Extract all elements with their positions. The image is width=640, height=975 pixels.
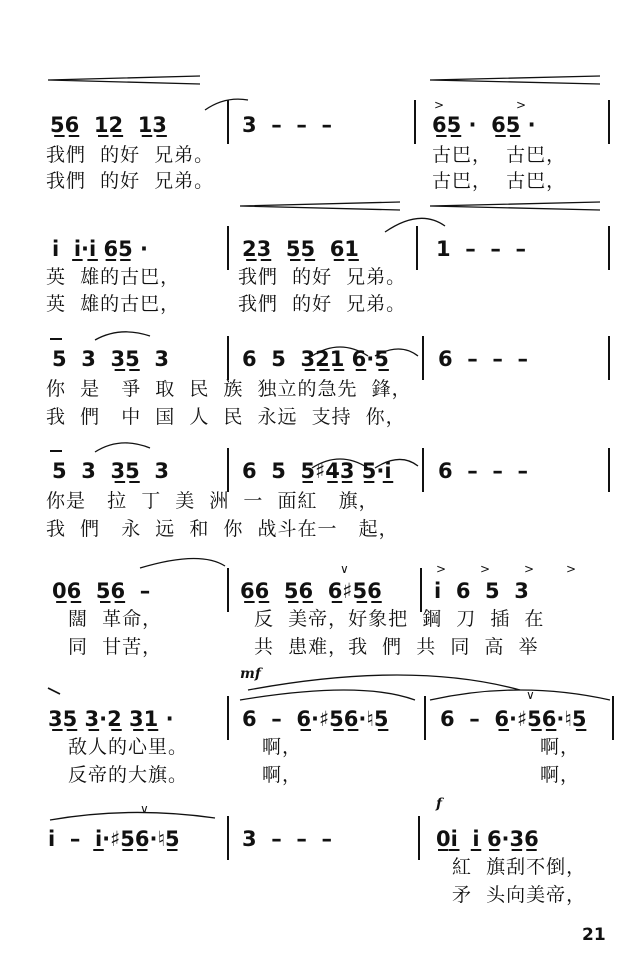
measure-1-notes: 0̲6̲ 5̲6̲ – <box>52 579 151 603</box>
measure-1-notes: 3̲5̲ 3̲·2̲ 3̲1̲ · <box>48 707 174 731</box>
barline <box>227 100 229 144</box>
lyric-verse-2: 矛 头向美帝， <box>452 884 587 906</box>
measure-2-notes: 2̲3̲ 5̲5̲ 6̲1̲ <box>242 237 359 261</box>
measure-3-notes: 6 – – – <box>438 347 528 371</box>
barline <box>608 100 610 144</box>
measure-3-notes: 1 – – – <box>436 237 526 261</box>
barline <box>416 226 418 270</box>
dynamic-marking: mf <box>240 666 261 682</box>
barline <box>422 336 424 380</box>
breath-mark: ∨ <box>340 562 349 576</box>
measure-2-notes: 6 – 6̲·♯5̲6̲·♮5̲ <box>242 707 389 731</box>
lyric-verse-1: 反 美帝，好象把 鋼 刀 插 在 <box>254 608 545 630</box>
accent-mark: > <box>516 98 527 112</box>
lyric-verse-1: 我們 的好 兄弟。 <box>46 144 215 166</box>
measure-3-notes: 6̲5̲ · 6̲5̲ · <box>432 113 536 137</box>
measure-2-notes: 6̲6̲ 5̲6̲ 6̲♯5̲6̲ <box>240 579 382 603</box>
lyric-verse-2: 英 雄的古巴， <box>46 293 181 315</box>
barline <box>227 226 229 270</box>
lyric-verse-2: 反帝的大旗。 <box>68 764 189 786</box>
barline <box>612 696 614 740</box>
lyric-verse-1: 紅 旗刮不倒， <box>452 856 587 878</box>
measure-1-notes: 5̲6̲ 1̲2̲ 1̲3̲ <box>50 113 167 137</box>
lyric-verse-2: 我們 的好 兄弟。 <box>238 293 407 315</box>
system-3 <box>0 336 640 436</box>
barline <box>227 568 229 612</box>
lyric-verse-1: 闊 革命， <box>68 608 163 630</box>
lyric-verse-2: 啊， <box>540 764 581 786</box>
accent-mark: > <box>480 562 491 576</box>
system-4 <box>0 448 640 548</box>
lyric-verse-2: 我 們 中 国 人 民 永远 支持 你， <box>46 406 406 428</box>
lyric-verse-1: 你 是 爭 取 民 族 独立的急先 鋒， <box>46 378 412 400</box>
system-7 <box>0 796 640 916</box>
measure-3-notes: 0̲i̲ i̲ 6̲·3̲6̲ <box>436 827 539 851</box>
barline <box>227 336 229 380</box>
measure-2-notes: 6 5 3̲2̲1̲ 6̲·5̲ <box>242 347 389 371</box>
system-6 <box>0 666 640 796</box>
barline <box>227 696 229 740</box>
page-number: 21 <box>582 925 606 945</box>
lyric-verse-1: 古巴， 古巴， <box>432 144 567 166</box>
barline <box>608 336 610 380</box>
measure-2-notes: 3 – – – <box>242 113 332 137</box>
measure-2-notes: 6 5 5̲♯4̲3̲ 5̲·i̲ <box>242 459 392 483</box>
barline <box>608 448 610 492</box>
measure-3-notes: i 6 5 3 <box>434 579 529 603</box>
lyric-verse-2: 啊， <box>262 764 303 786</box>
lyric-verse-2: 同 甘苦， <box>68 636 163 658</box>
lyric-verse-1: 我們 的好 兄弟。 <box>238 266 407 288</box>
barline <box>227 816 229 860</box>
system-1 <box>0 100 640 195</box>
lyric-verse-1: 啊， <box>540 736 581 758</box>
accent-mark: > <box>524 562 535 576</box>
accent-mark: > <box>566 562 577 576</box>
accent-mark: > <box>436 562 447 576</box>
barline <box>420 568 422 612</box>
measure-3-notes: 6 – 6̲·♯5̲6̲·♮5̲ <box>440 707 587 731</box>
measure-1-notes: i i̲·i̲ 6̲5̲ · <box>52 237 149 261</box>
measure-2-notes: 3 – – – <box>242 827 332 851</box>
dynamic-marking: f <box>436 796 443 812</box>
lyric-verse-2: 共 患难，我 們 共 同 高 举 <box>254 636 539 658</box>
barline <box>418 816 420 860</box>
system-5 <box>0 562 640 668</box>
lyric-verse-2: 我們 的好 兄弟。 <box>46 170 215 192</box>
barline <box>414 100 416 144</box>
breath-mark: ∨ <box>140 802 149 816</box>
lyric-verse-1: 啊， <box>262 736 303 758</box>
lyric-verse-1: 英 雄的古巴， <box>46 266 181 288</box>
barline <box>424 696 426 740</box>
measure-1-notes: i – i̲·♯5̲6̲·♮5̲ <box>48 827 180 851</box>
lyric-verse-2: 我 們 永 远 和 你 战斗在一 起， <box>46 518 399 540</box>
lyric-verse-1: 你是 拉 丁 美 洲 一 面紅 旗， <box>46 490 379 512</box>
measure-3-notes: 6 – – – <box>438 459 528 483</box>
tie-mark <box>50 450 62 452</box>
barline <box>422 448 424 492</box>
system-2 <box>0 226 640 321</box>
barline <box>227 448 229 492</box>
lyric-verse-1: 敌人的心里。 <box>68 736 189 758</box>
measure-1-notes: 5 3 3̲5̲ 3 <box>52 347 169 371</box>
breath-mark: ∨ <box>526 688 535 702</box>
lyric-verse-2: 古巴， 古巴， <box>432 170 567 192</box>
accent-mark: > <box>434 98 445 112</box>
barline <box>608 226 610 270</box>
tie-mark <box>50 338 62 340</box>
measure-1-notes: 5 3 3̲5̲ 3 <box>52 459 169 483</box>
